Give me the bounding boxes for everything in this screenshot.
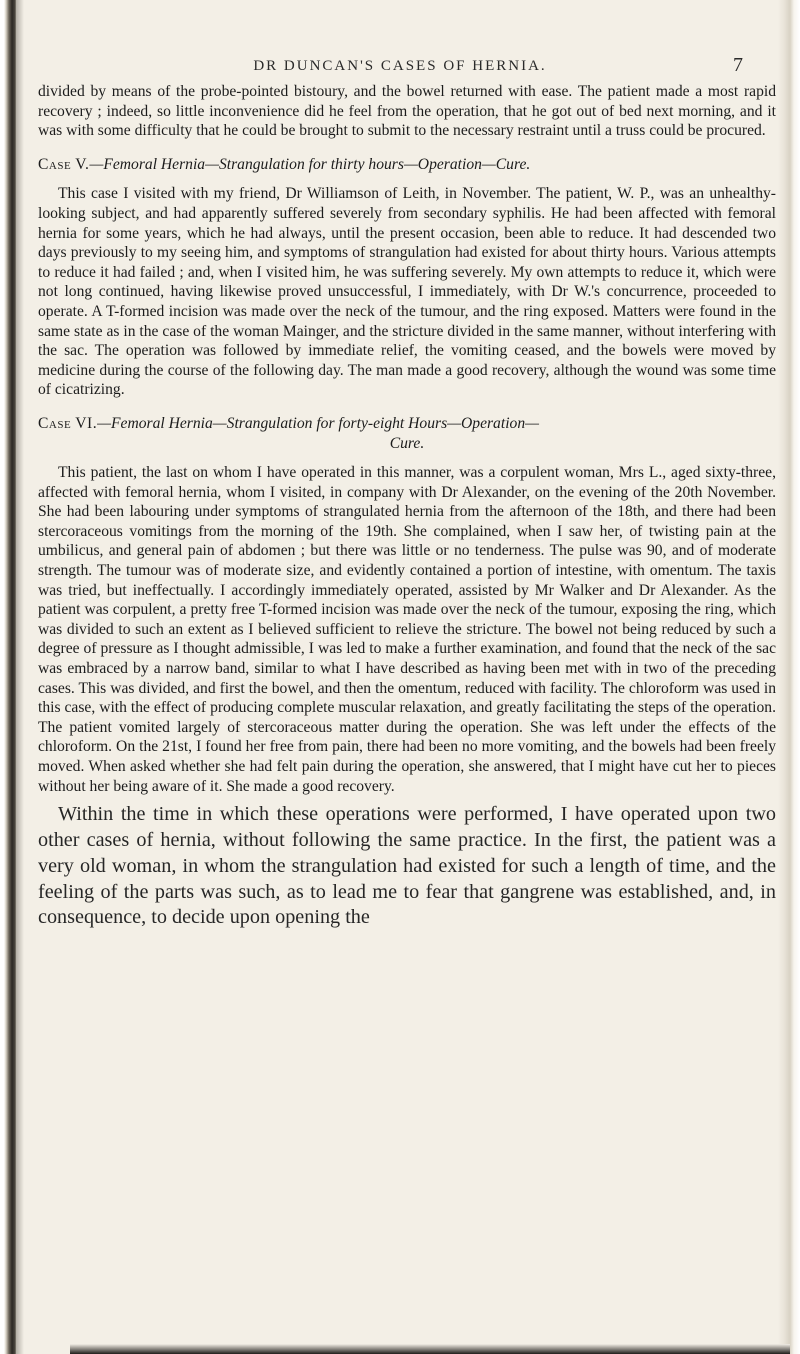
opening-paragraph: divided by means of the probe-pointed bistoury, and the bowel returned with ease. The patient made a most rapid recovery ; indeed, so little inconvenience did he feel from the operation, that he got out of bed next morning, and it was with some difficulty that he could be brought to submit to the necessary restraint until a truss could be procured. [38,83,776,140]
case-5-heading [38,155,776,175]
page-content [38,82,776,931]
large-type-section [38,802,776,931]
case-6-paragraph: This patient, the last on whom I have operated in this manner, was a corpulent woman, Mrs L., aged sixty-three, affected with femoral hernia, whom I visited, in company with Dr Alexander, on the evening of the 20th November. She had been labouring under symptoms of strangulated hernia from the afternoon of the 18th, and there had been stercoraceous vomitings from the morning of the 19th. She complained, when I saw her, of twisting pain at the umbilicus, and general pain of abdomen ; but there was little or no tenderness. The pulse was 90, and of moderate strength. The tumour was of moderate size, and evidently contained a portion of intestine, with omentum. The taxis was tried, but ineffectually. I accordingly immediately operated, assisted by Mr Walker and Dr Alexander. As the patient was corpulent, a pretty free T-formed incision was made over the neck of the tumour, exposing the ring, which was divided to such an extent as I believed sufficient to relieve the stricture. The bowel not being reduced by such a degree of pressure as I thought admissible, I was led to make a further examination, and found that the neck of the sac was embraced by a narrow band, similar to what I have described as having been met with in two of the preceding cases. This was divided, and first the bowel, and then the omentum, reduced with facility. The chloroform was used in this case, with the effect of producing complete muscular relaxation, and greatly facilitating the steps of the operation. The patient vomited largely of stercoraceous matter during the operation. She was left under the effects of the chloroform. On the 21st, I found her free from pain, there had been no more vomiting, and the bowels had been freely moved. When asked whether she had felt pain during the operation, she answered, that I might have cut her to pieces without her being aware of it. She made a good recovery. [38,464,776,795]
case-5-paragraph: This case I visited with my friend, Dr Williamson of Leith, in November. The patient, W. P., was an unhealthy-looking subject, and had apparently suffered severely from secondary syphilis. He had been affected with femoral hernia for some years, which he had always, until the present occasion, been able to reduce. It had descended two days previously to my seeing him, and symptoms of strangulation had existed for about thirty hours. Various attempts to reduce it had failed ; and, when I visited him, he was suffering severely. My own attempts to reduce it, which were not long continued, having likewise proved unsuccessful, I immediately, with Dr W.'s concurrence, proceeded to operate. A T-formed incision was made over the neck of the tumour, and the ring exposed. Matters were found in the same state as in the case of the woman Mainger, and the stricture divided in the same manner, without interfering with the sac. The operation was followed by immediate relief, the vomiting ceased, and the bowels were moved by medicine during the course of the following day. The man made a good recovery, although the wound was some time of cicatrizing. [38,185,776,399]
running-head: DR DUNCAN'S CASES OF HERNIA. [253,58,547,74]
binding-gutter [0,0,16,1354]
case-6-heading [38,414,776,453]
page-fore-edge [778,0,800,1354]
case-5-title: —Femoral Hernia—Strangulation for thirty hours—Operation—Cure. [89,155,531,173]
case-6-number: Case VI. [38,414,98,432]
case-6-title-line-2: Cure. [389,434,425,452]
closing-paragraph: Within the time in which these operations were performed, I have operated upon two other cases of hernia, without following the same practice. In the first, the patient was a very old woman, in whom the strangulation had existed for such a length of time, and the feeling of the parts was such, as to lead me to fear that gangrene was established, and, in consequence, to decide upon opening the [38,803,776,929]
page-number: 7 [733,54,743,76]
small-type-section [38,82,776,796]
case-5-number: Case V. [38,155,90,173]
gutter-shadow [16,0,24,1354]
case-6-title-line-1: —Femoral Hernia—Strangulation for forty-eight Hours—Operation— [97,414,539,432]
page-bottom-edge [70,1344,790,1354]
